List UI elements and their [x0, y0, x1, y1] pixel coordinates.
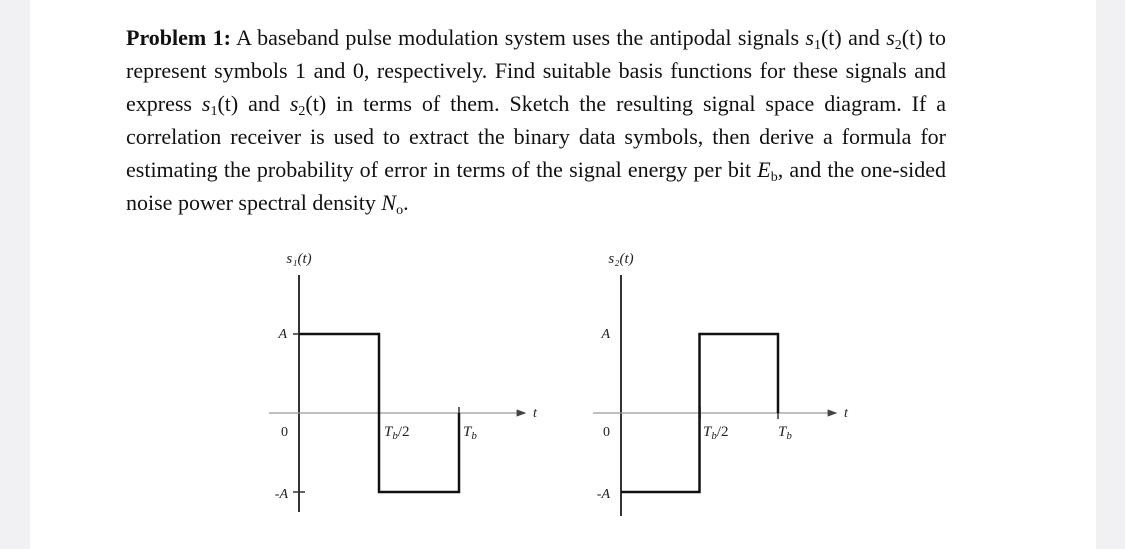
var-s: s [805, 25, 814, 50]
plot-s2-label-half [703, 424, 729, 442]
var-arg: (t) [217, 91, 239, 116]
subscript: 1 [210, 104, 218, 119]
var-arg: (t) [820, 25, 842, 50]
plot-s1-label-A: A [278, 327, 287, 342]
label-sub: b [471, 430, 477, 442]
subscript: o [396, 203, 404, 218]
label-sub: b [786, 430, 792, 442]
text-segment: and [238, 91, 290, 116]
label-sub: b [711, 430, 717, 442]
var-no: N [381, 190, 397, 215]
plot-s2-axis-t: t [844, 406, 848, 421]
subscript: b [770, 170, 778, 185]
plot-s1-label-negA: -A [274, 487, 288, 502]
text-segment: , and the one-sided noise power spectral density [126, 157, 947, 215]
plot-s1-label-half [384, 424, 410, 442]
plot-s1-label-Tb [463, 424, 477, 442]
plot-s1-label-zero: 0 [281, 425, 288, 440]
label-T: T [703, 424, 712, 440]
plot-s2-title: s₂(t) [608, 251, 634, 267]
var-arg: (t) [305, 91, 327, 116]
text-segment: to represent symbols 1 and 0, respectively. Find suitable basis functions for these signals and express [126, 25, 947, 116]
plot-s2-label-A: A [601, 327, 610, 342]
var-s: s [289, 91, 299, 116]
text-segment: in terms of them. Sketch the resulting signal space diagram. If a correlation receiver is used to extract the binary data symbols, then derive a formula for estimating the probability of error in terms of the signal energy per bit [126, 91, 947, 182]
label-suffix: /2 [397, 424, 410, 440]
plot-s2-label-Tb [778, 424, 792, 442]
plot-s2 [593, 251, 849, 516]
label-sub: b [392, 430, 398, 442]
problem-title: Problem 1: [126, 25, 231, 50]
text-segment: A baseband pulse modulation system uses the antipodal signals [230, 25, 806, 50]
var-arg: (t) [901, 25, 923, 50]
var-s: s [886, 25, 895, 50]
var-eb: E [757, 157, 771, 182]
plot-s1 [269, 251, 538, 512]
plot-s2-label-negA: -A [596, 487, 610, 502]
label-T: T [778, 424, 787, 440]
subscript: 2 [298, 104, 306, 119]
plot-s1-title: s₁(t) [286, 251, 312, 267]
var-s: s [201, 91, 211, 116]
plot-s2-label-zero: 0 [603, 425, 610, 440]
label-T: T [384, 424, 393, 440]
plot-s1-axis-t: t [533, 406, 537, 421]
text-segment: and [841, 25, 887, 50]
label-T: T [463, 424, 472, 440]
text-segment: . [403, 190, 409, 215]
label-suffix: /2 [716, 424, 729, 440]
subscript: 2 [894, 38, 902, 53]
subscript: 1 [813, 38, 821, 53]
